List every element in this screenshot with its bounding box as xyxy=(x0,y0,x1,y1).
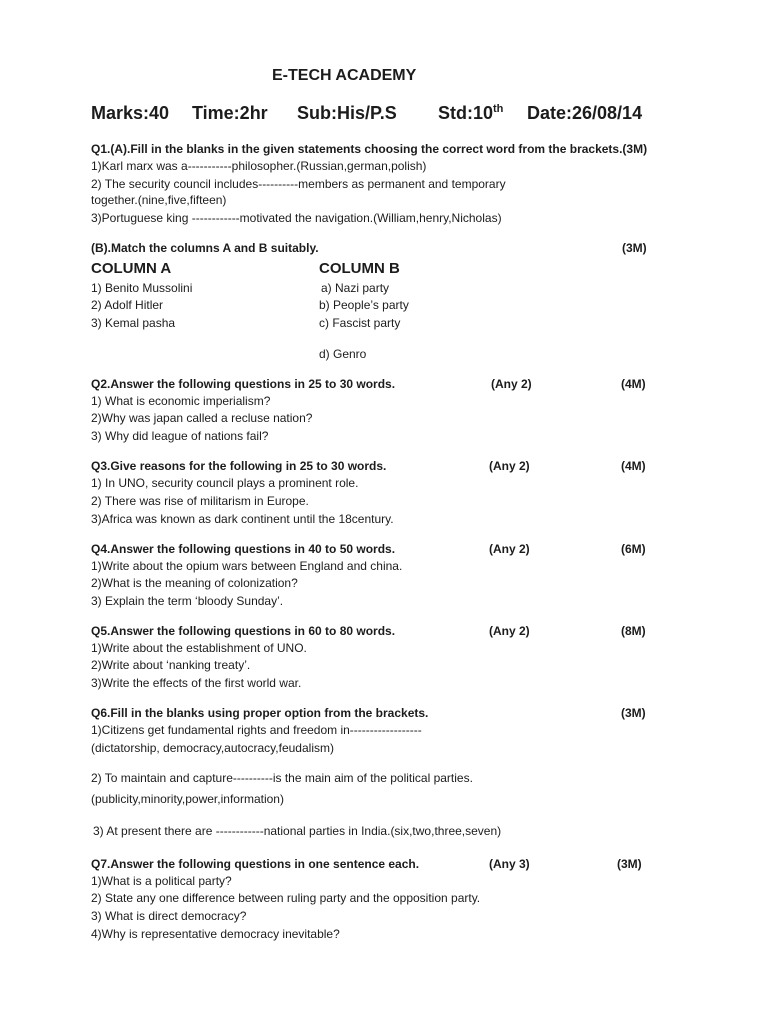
q1a-line: 3)Portuguese king ------------motivated the navigation.(William,henry,Nicholas) xyxy=(91,211,502,225)
q5-heading: Q5.Answer the following questions in 60 to 80 words. xyxy=(91,624,396,638)
q3-marks: (4M) xyxy=(621,459,646,473)
q6-marks: (3M) xyxy=(621,706,646,720)
q1a-line: 1)Karl marx was a-----------philosopher.(Russian,german,polish) xyxy=(91,159,427,173)
q4-heading: Q4.Answer the following questions in 40 to 50 words. xyxy=(91,542,396,556)
q5-marks: (8M) xyxy=(621,624,646,638)
q1b-heading: (B).Match the columns A and B suitably. xyxy=(91,241,319,255)
q7-line: 1)What is a political party? xyxy=(91,874,232,888)
q2-line: 3) Why did league of nations fail? xyxy=(91,429,269,443)
column-b-item: c) Fascist party xyxy=(319,316,401,330)
q2-marks: (4M) xyxy=(621,377,646,391)
q2-any: (Any 2) xyxy=(491,377,532,391)
q6-line: 2) To maintain and capture----------is the main aim of the political parties. xyxy=(91,771,473,785)
column-b-header: COLUMN B xyxy=(319,260,400,277)
q3-line: 2) There was rise of militarism in Europe. xyxy=(91,494,309,508)
q2-line: 2)Why was japan called a recluse nation? xyxy=(91,411,313,425)
q1a-line: together.(nine,five,fifteen) xyxy=(91,193,227,207)
q5-any: (Any 2) xyxy=(489,624,530,638)
std-suffix: th xyxy=(493,103,504,115)
q7-marks: (3M) xyxy=(617,857,642,871)
q3-line: 3)Africa was known as dark continent until the 18century. xyxy=(91,512,394,526)
q4-line: 3) Explain the term ‘bloody Sunday’. xyxy=(91,594,284,608)
q1b-marks: (3M) xyxy=(622,241,647,255)
std-label xyxy=(438,103,503,124)
q6-line: (publicity,minority,power,information) xyxy=(91,792,284,806)
column-a-item: 1) Benito Mussolini xyxy=(91,281,193,295)
q6-line: (dictatorship, democracy,autocracy,feudalism) xyxy=(91,741,334,755)
q3-any: (Any 2) xyxy=(489,459,530,473)
q7-any: (Any 3) xyxy=(489,857,530,871)
q4-any: (Any 2) xyxy=(489,542,530,556)
marks-label: Marks:40 xyxy=(91,103,170,123)
column-a-item: 2) Adolf Hitler xyxy=(91,298,164,312)
q5-line: 2)Write about ‘nanking treaty’. xyxy=(91,658,251,672)
q5-line: 1)Write about the establishment of UNO. xyxy=(91,641,307,655)
q4-line: 1)Write about the opium wars between England and china. xyxy=(91,559,403,573)
q6-heading: Q6.Fill in the blanks using proper option from the brackets. xyxy=(91,706,429,720)
q7-line: 4)Why is representative democracy inevitable? xyxy=(91,927,340,941)
q2-line: 1) What is economic imperialism? xyxy=(91,394,271,408)
q3-line: 1) In UNO, security council plays a prominent role. xyxy=(91,476,359,490)
column-a-item: 3) Kemal pasha xyxy=(91,316,176,330)
q3-heading: Q3.Give reasons for the following in 25 to 30 words. xyxy=(91,459,387,473)
q6-line: 1)Citizens get fundamental rights and freedom in------------------ xyxy=(91,723,422,737)
subject-label: Sub:His/P.S xyxy=(297,103,397,123)
q4-marks: (6M) xyxy=(621,542,646,556)
q1a-line: 2) The security council includes----------members as permanent and temporary xyxy=(91,177,506,191)
q7-line: 3) What is direct democracy? xyxy=(91,909,247,923)
q2-heading: Q2.Answer the following questions in 25 to 30 words. xyxy=(91,377,396,391)
q4-line: 2)What is the meaning of colonization? xyxy=(91,576,298,590)
time-label: Time:2hr xyxy=(192,103,268,123)
q5-line: 3)Write the effects of the first world war. xyxy=(91,676,302,690)
column-b-item: d) Genro xyxy=(319,347,367,361)
school-title: E-TECH ACADEMY xyxy=(272,67,417,84)
q6-line: 3) At present there are ------------national parties in India.(six,two,three,seven) xyxy=(93,824,502,838)
q7-heading: Q7.Answer the following questions in one sentence each. xyxy=(91,857,420,871)
column-a-header: COLUMN A xyxy=(91,260,172,277)
q7-line: 2) State any one difference between ruling party and the opposition party. xyxy=(91,891,481,905)
date-label: Date:26/08/14 xyxy=(527,103,643,123)
column-b-item: a) Nazi party xyxy=(321,281,390,295)
column-b-item: b) People’s party xyxy=(319,298,409,312)
std-value: Std:10 xyxy=(438,103,494,123)
q1a-heading: Q1.(A).Fill in the blanks in the given statements choosing the correct word from the brackets.(3M) xyxy=(91,142,648,156)
